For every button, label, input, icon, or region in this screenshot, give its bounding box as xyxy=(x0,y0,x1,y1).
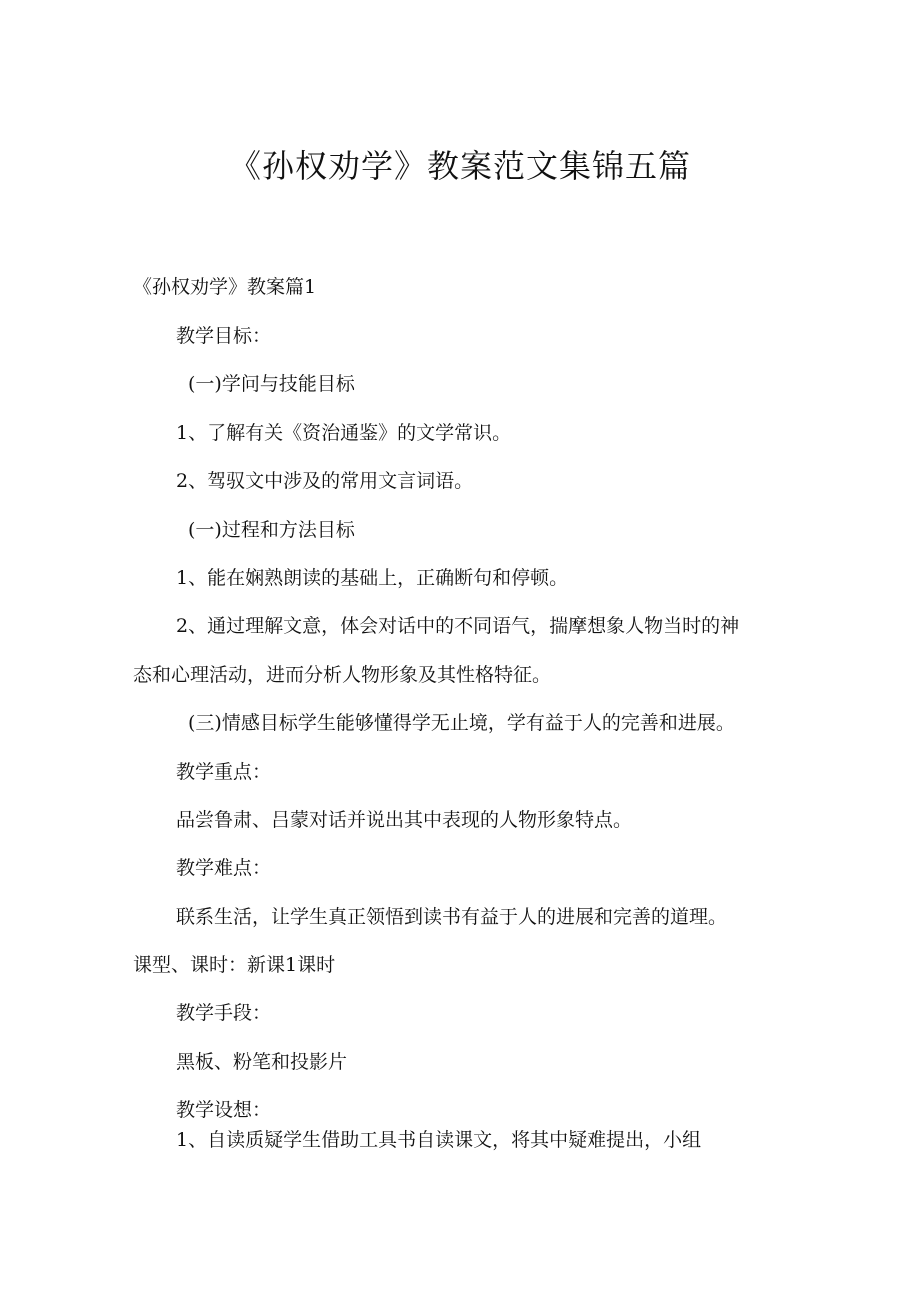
paragraph-line: (三)情感目标学生能够懂得学无止境，学有益于人的完善和进展。 xyxy=(188,712,735,734)
paragraph-line: 2、驾驭文中涉及的常用文言词语。 xyxy=(176,470,474,492)
paragraph-line: (一)学问与技能目标 xyxy=(188,373,355,395)
paragraph-line: 1、能在娴熟朗读的基础上，正确断句和停顿。 xyxy=(176,567,569,589)
paragraph-line: 联系生活，让学生真正领悟到读书有益于人的进展和完善的道理。 xyxy=(176,906,728,928)
document-title: 《孙权劝学》教案范文集锦五篇 xyxy=(228,147,691,185)
paragraph-line: 态和心理活动，进而分析人物形象及其性格特征。 xyxy=(133,664,552,686)
paragraph-line: 1、了解有关《资治通鉴》的文学常识。 xyxy=(176,422,512,444)
paragraph-line: 教学设想： xyxy=(176,1099,272,1121)
paragraph-line: (一)过程和方法目标 xyxy=(188,519,355,541)
paragraph-line: 品尝鲁肃、吕蒙对话并说出其中表现的人物形象特点。 xyxy=(176,809,633,831)
paragraph-line: 教学目标： xyxy=(176,325,272,347)
paragraph-line: 教学重点： xyxy=(176,761,272,783)
paragraph-line: 黑板、粉笔和投影片 xyxy=(176,1051,348,1073)
paragraph-line: 教学手段： xyxy=(176,1002,272,1024)
paragraph-line: 教学难点： xyxy=(176,857,272,879)
paragraph-line: 课型、课时：新课1课时 xyxy=(133,954,336,976)
paragraph-line: 1、自读质疑学生借助工具书自读课文，将其中疑难提出，小组 xyxy=(176,1129,702,1151)
paragraph-line: 2、通过理解文意，体会对话中的不同语气，揣摩想象人物当时的神 xyxy=(176,615,740,637)
section-heading: 《孙权劝学》教案篇1 xyxy=(133,276,317,298)
